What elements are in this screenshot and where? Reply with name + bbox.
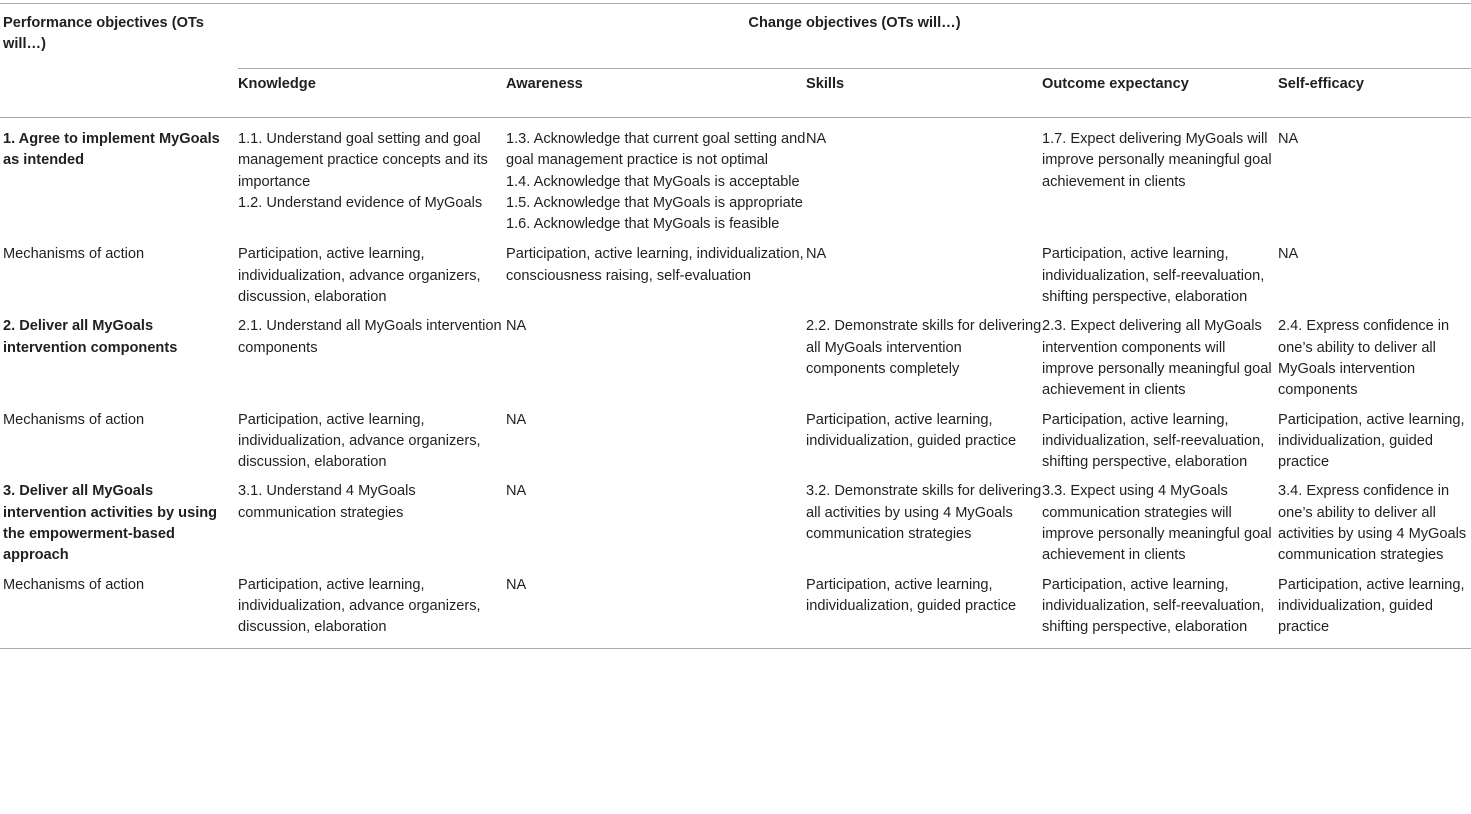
knowledge-cell: 2.1. Understand all MyGoals intervention components xyxy=(238,318,502,356)
table-row xyxy=(0,477,1471,570)
performance-objectives-header: Performance objectives (OTs will…) xyxy=(0,4,238,118)
objective-item: 1.3. Acknowledge that current goal setting and goal management practice is not optimal xyxy=(506,131,806,169)
awareness-cell: Participation, active learning, individualization, consciousness raising, self-evaluation xyxy=(506,246,804,284)
awareness-cell: NA xyxy=(506,571,806,648)
knowledge-cell: 3.1. Understand 4 MyGoals communication strategies xyxy=(238,483,416,521)
objective-item: 1.2. Understand evidence of MyGoals xyxy=(238,194,483,211)
self-efficacy-cell: 3.4. Express confidence in one’s ability to deliver all activities by using 4 MyGoals communication strategies xyxy=(1278,483,1467,564)
table-row xyxy=(0,118,1471,241)
mechanisms-label: Mechanisms of action xyxy=(3,411,145,428)
column-header-self-efficacy: Self-efficacy xyxy=(1278,69,1471,118)
self-efficacy-cell: Participation, active learning, individualization, guided practice xyxy=(1278,411,1465,471)
performance-objective-1: 1. Agree to implement MyGoals as intended xyxy=(3,131,220,169)
knowledge-cell: Participation, active learning, individualization, advance organizers, discussion, elaboration xyxy=(238,246,481,306)
skills-cell: NA xyxy=(806,246,827,263)
objectives-table xyxy=(0,3,1471,649)
mechanisms-label: Mechanisms of action xyxy=(0,571,238,648)
performance-objective-2: 2. Deliver all MyGoals intervention components xyxy=(3,318,178,356)
self-efficacy-cell: Participation, active learning, individualization, guided practice xyxy=(1278,571,1471,648)
awareness-cell: NA xyxy=(506,483,527,500)
self-efficacy-cell: NA xyxy=(1278,246,1299,263)
performance-objective-3: 3. Deliver all MyGoals intervention activities by using the empowerment-based approach xyxy=(3,483,218,564)
self-efficacy-cell: NA xyxy=(1278,131,1299,147)
column-header-outcome-expectancy: Outcome expectancy xyxy=(1042,69,1278,118)
self-efficacy-cell: 2.4. Express confidence in one’s ability to deliver all MyGoals intervention components xyxy=(1278,318,1450,399)
outcome-expectancy-cell: 1.7. Expect delivering MyGoals will improve personally meaningful goal achievement in clients xyxy=(1042,131,1272,190)
outcome-expectancy-cell: 2.3. Expect delivering all MyGoals intervention components will improve personally meaningful goal achievement in clients xyxy=(1042,318,1272,399)
outcome-expectancy-cell: Participation, active learning, individualization, self-reevaluation, shifting perspective, elaboration xyxy=(1042,411,1265,471)
table-row xyxy=(0,312,1471,405)
outcome-expectancy-cell: Participation, active learning, individualization, self-reevaluation, shifting perspective, elaboration xyxy=(1042,246,1265,306)
mechanisms-label: Mechanisms of action xyxy=(3,246,145,263)
skills-cell: NA xyxy=(806,131,827,147)
skills-cell: Participation, active learning, individualization, guided practice xyxy=(806,411,1017,449)
objective-item: 1.5. Acknowledge that MyGoals is appropriate xyxy=(506,194,803,211)
knowledge-cell: Participation, active learning, individualization, advance organizers, discussion, elaboration xyxy=(238,571,506,648)
awareness-cell: NA xyxy=(506,318,527,335)
change-objectives-header: Change objectives (OTs will…) xyxy=(238,4,1471,69)
column-header-awareness: Awareness xyxy=(506,69,806,118)
awareness-cell: NA xyxy=(506,411,527,428)
outcome-expectancy-cell: Participation, active learning, individualization, self-reevaluation, shifting perspective, elaboration xyxy=(1042,571,1278,648)
outcome-expectancy-cell: 3.3. Expect using 4 MyGoals communication strategies will improve personally meaningful goal achievement in clients xyxy=(1042,483,1272,564)
column-header-knowledge: Knowledge xyxy=(238,69,506,118)
table-row xyxy=(0,406,1471,478)
skills-cell: 2.2. Demonstrate skills for delivering all MyGoals intervention components completely xyxy=(806,318,1042,377)
skills-cell: Participation, active learning, individualization, guided practice xyxy=(806,571,1042,648)
objective-item: 1.6. Acknowledge that MyGoals is feasible xyxy=(506,216,780,233)
objective-item: 1.4. Acknowledge that MyGoals is acceptable xyxy=(506,173,800,190)
skills-cell: 3.2. Demonstrate skills for delivering all activities by using 4 MyGoals communication strategies xyxy=(806,483,1042,543)
knowledge-cell xyxy=(238,118,506,241)
awareness-cell xyxy=(506,118,806,241)
column-header-skills: Skills xyxy=(806,69,1042,118)
knowledge-cell: Participation, active learning, individualization, advance organizers, discussion, elaboration xyxy=(238,411,481,471)
objective-item: 1.1. Understand goal setting and goal management practice concepts and its importance xyxy=(238,131,488,190)
table-row xyxy=(0,571,1471,648)
table-row xyxy=(0,240,1471,312)
header-row-primary xyxy=(0,4,1471,69)
